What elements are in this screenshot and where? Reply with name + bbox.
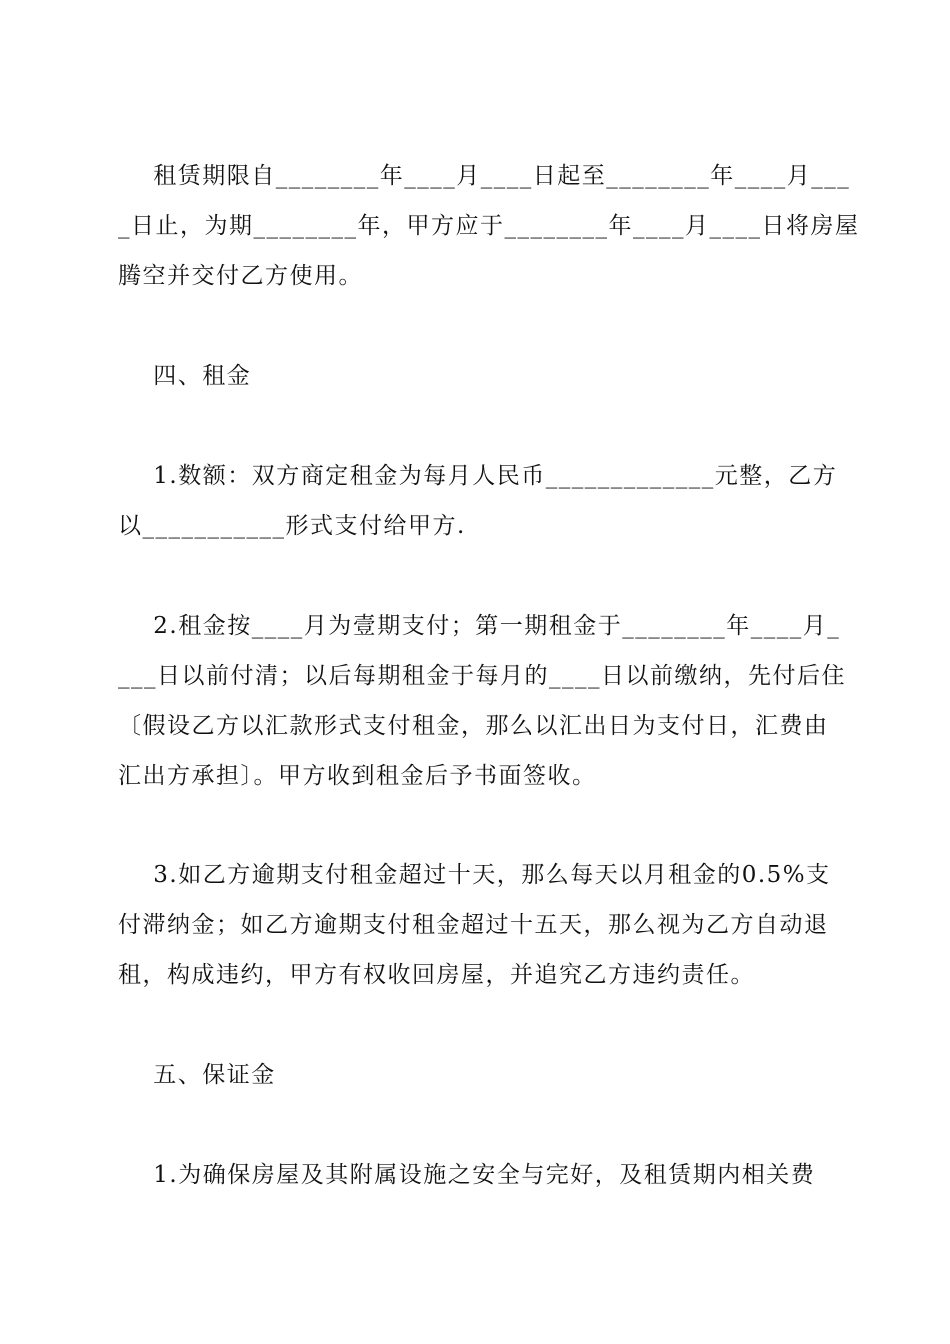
text-line: 腾空并交付乙方使用。 [118, 263, 363, 289]
text-line: ___日以前付清；以后每期租金于每月的____日以前缴纳，先付后住 [118, 663, 846, 689]
text-line: _日止，为期________年，甲方应于________年____月____日将房屋 [118, 213, 860, 239]
text-line: 1.数额：双方商定租金为每月人民币_____________元整，乙方 [118, 463, 838, 489]
text-line: 2.租金按____月为壹期支付；第一期租金于________年____月_ [118, 613, 841, 639]
text-line: 租赁期限自________年____月____日起至________年____月___ [118, 163, 851, 189]
text-line: 以___________形式支付给甲方. [118, 513, 466, 539]
text-line: 汇出方承担〕。甲方收到租金后予书面签收。 [118, 763, 597, 789]
text-line: 〔假设乙方以汇款形式支付租金，那么以汇出日为支付日，汇费由 [118, 713, 829, 739]
text-line: 3.如乙方逾期支付租金超过十天，那么每天以月租金的0.5%支 [118, 862, 831, 888]
text-line: 租，构成违约，甲方有权收回房屋，并追究乙方违约责任。 [118, 962, 755, 988]
text-line: 付滞纳金；如乙方逾期支付租金超过十五天，那么视为乙方自动退 [118, 912, 829, 938]
section-heading: 五、保证金 [118, 1062, 276, 1088]
section-heading: 四、租金 [118, 363, 252, 389]
text-line: 1.为确保房屋及其附属设施之安全与完好，及租赁期内相关费 [118, 1162, 816, 1188]
